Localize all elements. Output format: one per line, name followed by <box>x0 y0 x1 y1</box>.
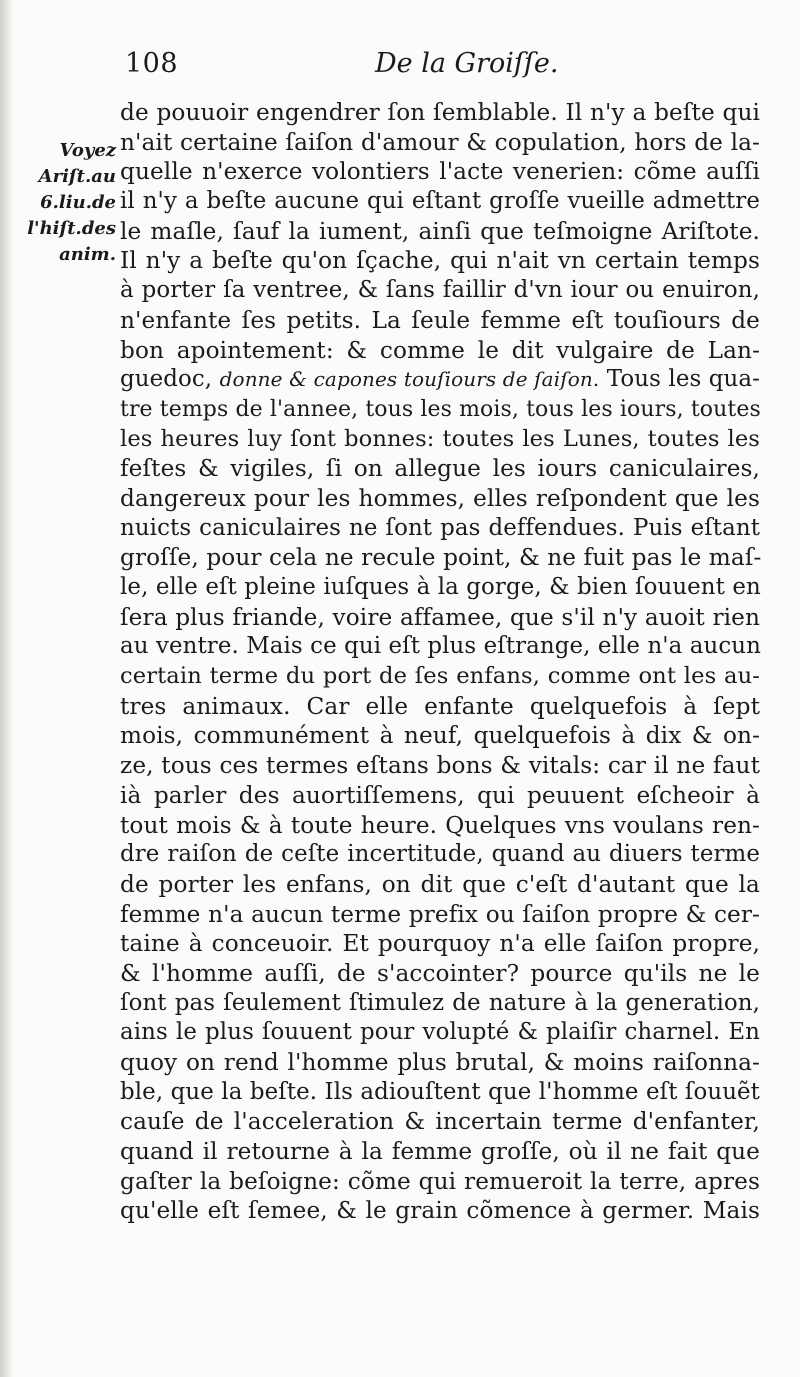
text-line: il n'y a beſte aucune qui eſtant groſſe vueille admettre <box>120 188 760 215</box>
text-line: les heures luy ſont bonnes: toutes les Lunes, toutes les <box>120 425 760 452</box>
text-line: bon apointement: & comme le dit vulgaire de Lan- <box>120 336 760 364</box>
text-line: n'ait certaine ſaiſon d'amour & copulation, hors de la- <box>120 128 760 156</box>
text-line: tres animaux. Car elle enfante quelquefois à ſept <box>120 692 760 720</box>
text-line: dre raiſon de ceſte incertitude, quand au diuers terme <box>120 841 760 868</box>
text-line: groſſe, pour cela ne recule point, & ne fuit pas le maſ- <box>120 544 762 572</box>
page-header <box>125 44 765 84</box>
text-line: nuicts caniculaires ne ſont pas deffendues. Puis eſtant <box>120 514 760 541</box>
text-line: ſera plus friande, voire affamee, que s'il n'y auoit rien <box>120 603 760 631</box>
text-line: feſtes & vigiles, ſi on allegue les iours caniculaires, <box>120 455 760 483</box>
text-line: au ventre. Mais ce qui eſt plus eſtrange, elle n'a aucun <box>120 633 761 660</box>
text-line: ià parler des auortiſſemens, qui peuuent eſcheoir à <box>120 781 760 809</box>
text-line: ble, que la beſte. Ils adiouſtent que l'homme eſt ſouuẽt <box>120 1078 760 1105</box>
text-line: Il n'y a beſte qu'on ſçache, qui n'ait vn certain temps <box>120 247 760 275</box>
text-line: quoy on rend l'homme plus brutal, & moins raiſonna- <box>120 1049 760 1076</box>
text-line: cauſe de l'acceleration & incertain terme d'enfanter, <box>120 1108 760 1136</box>
text-line: quelle n'exerce volontiers l'acte venerien: cõme auſſi <box>120 158 760 186</box>
text-line: le, elle eſt pleine iuſques à la gorge, & bien ſouuent en <box>120 574 761 600</box>
body-text <box>120 98 760 1226</box>
text-line: gaſter la beſoigne: cõme qui remueroit la terre, apres <box>120 1167 760 1195</box>
text-line: femme n'a aucun terme prefix ou ſaiſon propre & cer- <box>120 900 760 928</box>
text-line: de pouuoir engendrer ſon ſemblable. Il n'y a beſte qui <box>120 99 760 126</box>
text-line: certain terme du port de ſes enfans, comme ont les au- <box>120 663 760 690</box>
margin-note-line: Voyez <box>59 140 116 161</box>
text-line: mois, communément à neuf, quelquefois à dix & on- <box>120 722 760 750</box>
text-line: de porter les enfans, on dit que c'eſt d'autant que la <box>120 870 760 898</box>
text-line: tre temps de l'annee, tous les mois, tous les iours, toutes <box>120 396 761 422</box>
text-line: à porter ſa ventree, & ſans faillir d'vn iour ou enuiron, <box>120 277 760 304</box>
margin-note-line: 6.liu.de <box>40 192 116 213</box>
text-line: le maſle, ſauf la iument, ainſi que teſmoigne Ariſtote. <box>120 217 760 245</box>
text-line: & l'homme auſſi, de s'accointer? pource qu'ils ne le <box>120 959 760 987</box>
text-line: qu'elle eſt ſemee, & le grain cõmence à germer. Mais <box>120 1197 760 1225</box>
text-line: ze, tous ces termes eſtans bons & vitals: car il ne faut <box>120 752 760 780</box>
running-head: De la Groiſſe. <box>375 48 559 79</box>
page-number: 108 <box>125 48 179 79</box>
text-line: ains le plus ſouuent pour volupté & plaiſir charnel. En <box>120 1019 760 1046</box>
margin-note-line: l'hiſt.des <box>27 218 116 239</box>
text-line: ſont pas ſeulement ſtimulez de nature à la generation, <box>120 989 760 1016</box>
margin-note-line: Ariſt.au <box>38 166 116 187</box>
margin-note-line: anim. <box>59 244 116 265</box>
margin-note <box>8 138 116 268</box>
text-line: dangereux pour les hommes, elles reſpondent que les <box>120 484 760 512</box>
text-line: quand il retourne à la femme groſſe, où il ne fait que <box>120 1138 760 1166</box>
text-line: taine à conceuoir. Et pourquoy n'a elle ſaiſon propre, <box>120 930 760 958</box>
text-line: guedoc, donne & capones touſiours de ſaiſon. Tous les qua- <box>120 366 760 393</box>
text-line: tout mois & à toute heure. Quelques vns voulans ren- <box>120 811 760 839</box>
proverb-italic: donne & capones touſiours de ſaiſon. <box>219 367 600 392</box>
text-line: n'enfante ſes petits. La ſeule femme eſt touſiours de <box>120 306 760 334</box>
